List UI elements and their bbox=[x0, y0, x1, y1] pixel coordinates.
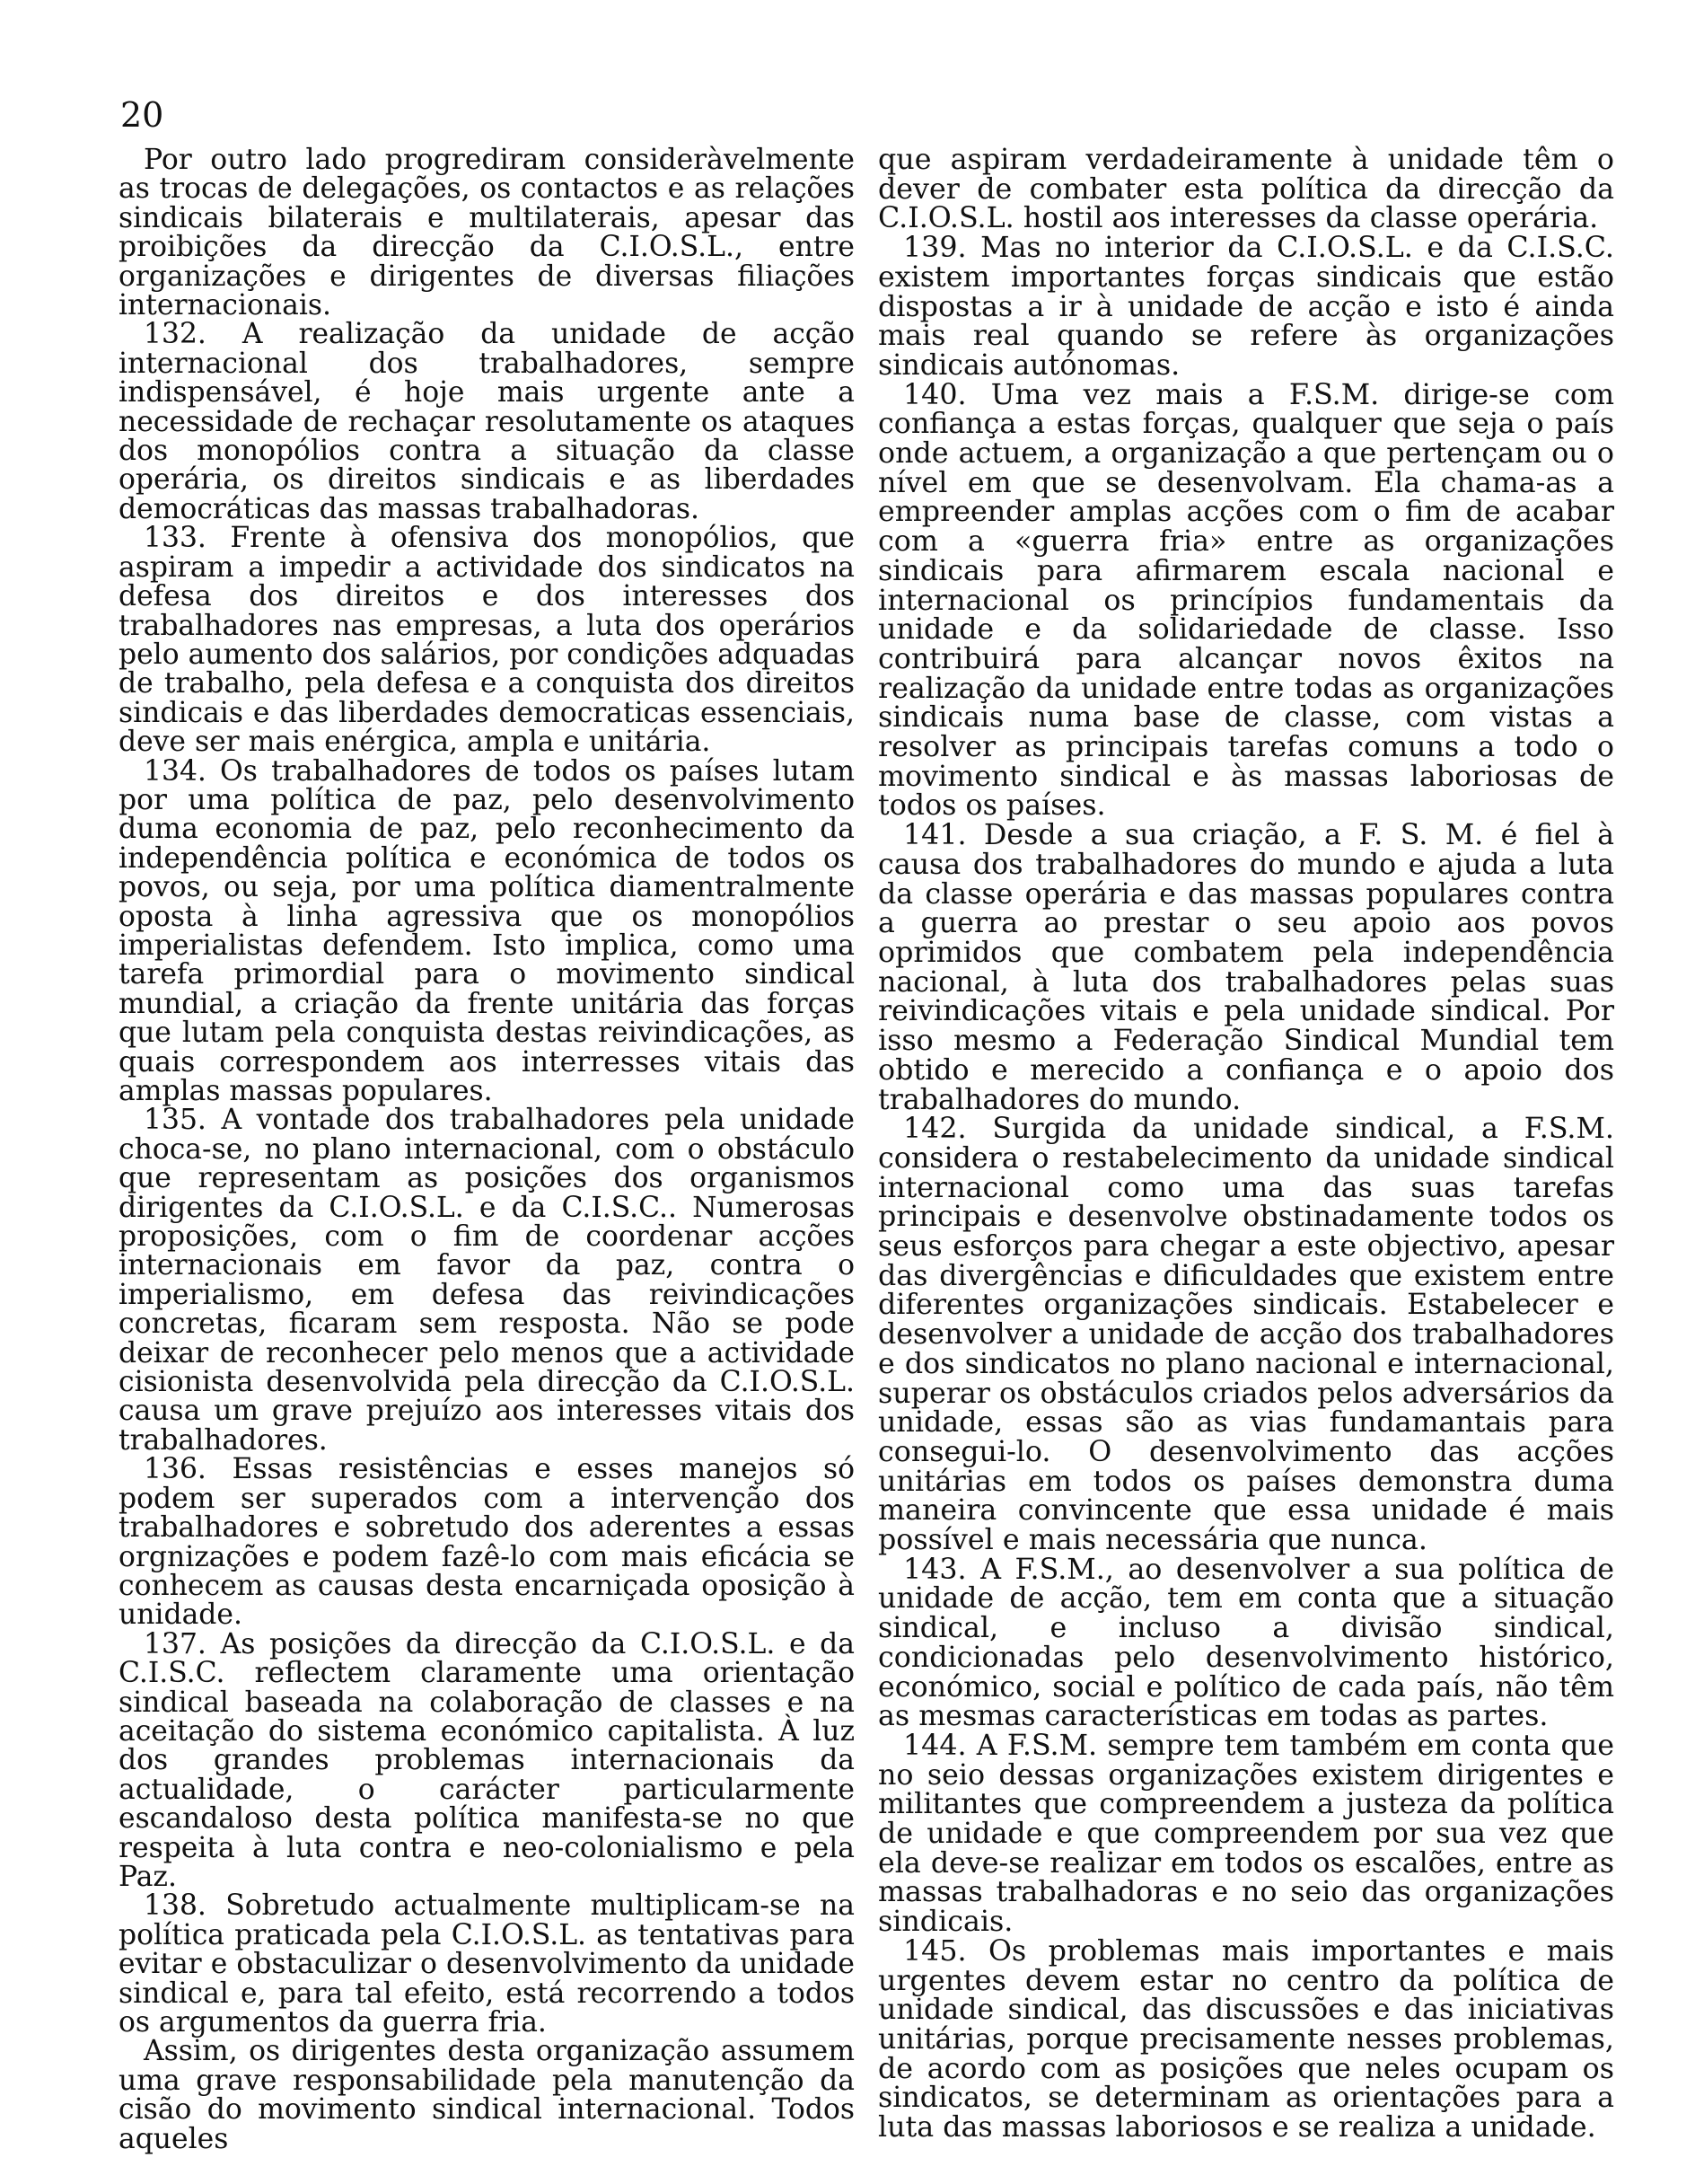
paragraph-138: 138. Sobretudo actualmente multiplicam-se na política praticada pela C.I.O.S.L. as tentativas para evitar e obstaculizar o desenvolvimento da unidade sindical e, para tal efeito, está recorrendo a todos os argumentos da guerra fria. bbox=[119, 1889, 855, 2039]
paragraph-142: 142. Surgida da unidade sindical, a F.S.M. considera o restabelecimento da unidade sindical internacional como uma das suas tarefas principais e desenvolve obstinadamente todos os seus esforços para chegar a este objectivo, apesar das divergências e dificuldades que existem entre diferentes organizações sindicais. Estabelecer e desenvolver a unidade de acção dos trabalhadores e dos sindicatos no plano nacional e internacional, superar os obstáculos criados pelos adversários da unidade, essas são as vias fundamantais para consegui-lo. O desenvolvimento das acções unitárias em todos os países demonstra duma maneira convincente que essa unidade é mais possível e mais necessária que nunca. bbox=[878, 1113, 1614, 1557]
paragraph-134: 134. Os trabalhadores de todos os países lutam por uma política de paz, pelo desenvolvimento duma economia de paz, pelo reconhecimento da independência política e económica de todos os povos, ou seja, por uma política diamentralmente oposta à linha agressiva que os monopólios imperialistas defendem. Isto implica, como uma tarefa primordial para o movimento sindical mundial, a criação da frente unitária das forças que lutam pela conquista destas reivindicações, as quais correspondem aos interresses vitais das amplas massas populares. bbox=[119, 754, 855, 1107]
paragraph-144: 144. A F.S.M. sempre tem também em conta que no seio dessas organizações existem dirigentes e militantes que compreendem a justeza da política de unidade e que compreendem por sua vez que ela deve-se realizar em todos os escalões, entre as massas trabalhadoras e no seio das organizações sindicais. bbox=[878, 1729, 1614, 1939]
paragraph-145: 145. Os problemas mais importantes e mais urgentes devem estar no centro da política de unidade sindical, das discussões e das iniciativas unitárias, porque precisamente nesses problemas, de acordo com as posições que neles ocupam os sindicatos, se determinam as orientações para a luta das massas laboriosos e se realiza a unidade. bbox=[878, 1934, 1614, 2144]
paragraph-135: 135. A vontade dos trabalhadores pela unidade choca-se, no plano internacional, com o obstáculo que representam as posições dos organismos dirigentes da C.I.O.S.L. e da C.I.S.C.. Numerosas proposições, com o fim de coordenar acções internacionais em favor da paz, contra o imperialismo, em defesa das reivindicações concretas, ficaram sem resposta. Não se pode deixar de reconhecer pelo menos que a actividade cisionista desenvolvida pela direcção da C.I.O.S.L. causa um grave prejuízo aos interesses vitais dos trabalhadores. bbox=[119, 1104, 855, 1457]
paragraph-141: 141. Desde a sua criação, a F. S. M. é fiel à causa dos trabalhadores do mundo e ajuda a luta da classe operária e das massas populares contra a guerra ao prestar o seu apoio aos povos oprimidos que combatem pela independência nacional, à luta dos trabalhadores pelas suas reivindicações vitais e pela unidade sindical. Por isso mesmo a Federação Sindical Mundial tem obtido e merecido a confiança e o apoio dos trabalhadores do mundo. bbox=[878, 819, 1614, 1116]
right-column bbox=[878, 145, 1614, 2143]
page-number: 20 bbox=[120, 95, 164, 135]
paragraph-intro: Por outro lado progrediram consideràvelmente as trocas de delegações, os contactos e as relações sindicais bilaterais e multilaterais, apesar das proibições da direcção da C.I.O.S.L., entre organizações e dirigentes de diversas filiações internacionais. bbox=[119, 144, 855, 322]
paragraph-132: 132. A realização da unidade de acção internacional dos trabalhadores, sempre indispensável, é hoje mais urgente ante a necessidade de rechaçar resolutamente os ataques dos monopólios contra a situação da classe operária, os direitos sindicais e as liberdades democráticas das massas trabalhadoras. bbox=[119, 318, 855, 525]
paragraph-133: 133. Frente à ofensiva dos monopólios, que aspiram a impedir a actividade dos sindicatos na defesa dos direitos e dos interesses dos trabalhadores nas empresas, a luta dos operários pelo aumento dos salários, por condições adquadas de trabalho, pela defesa e a conquista dos direitos sindicais e das liberdades democraticas essenciais, deve ser mais enérgica, ampla e unitária. bbox=[119, 522, 855, 759]
paragraph-assim: Assim, os dirigentes desta organização assumem uma grave responsabilidade pela manutenção da cisão do movimento sindical internacional. Todos aqueles bbox=[119, 2035, 855, 2155]
paragraph-137: 137. As posições da direcção da C.I.O.S.L. e da C.I.S.C. reflectem claramente uma orientação sindical baseada na colaboração de classes e na aceitação do sistema económico capitalista. À luz dos grandes problemas internacionais da actualidade, o carácter particularmente escandaloso desta política manifesta-se no que respeita à luta contra e neo-colonialismo e pela Paz. bbox=[119, 1627, 855, 1893]
paragraph-136: 136. Essas resistências e esses manejos só podem ser superados com a intervenção dos trabalhadores e sobretudo dos aderentes a essas orgnizações e podem fazê-lo com mais eficácia se conhecem as causas desta encarniçada oposição à unidade. bbox=[119, 1453, 855, 1632]
paragraph-140: 140. Uma vez mais a F.S.M. dirige-se com confiança a estas forças, qualquer que seja o país onde actuem, a organização a que pertençam ou o nível em que se desenvolvam. Ela chama-as a empreender amplas acções com o fim de acabar com a «guerra fria» entre as organizações sindicais para afirmarem escala nacional e internacional os princípios fundamentais da unidade e da solidariedade de classe. Isso contribuirá para alcançar novos êxitos na realização da unidade entre todas as organizações sindicais numa base de classe, com vistas a resolver as principais tarefas comuns a todo o movimento sindical e às massas laboriosas de todos os países. bbox=[878, 378, 1614, 823]
left-column bbox=[119, 145, 855, 2153]
paragraph-143: 143. A F.S.M., ao desenvolver a sua política de unidade de acção, tem em conta que a situação sindical, e incluso a divisão sindical, condicionadas pelo desenvolvimento histórico, económico, social e político de cada país, não têm as mesmas características em todas as partes. bbox=[878, 1553, 1614, 1733]
paragraph-cont: que aspiram verdadeiramente à unidade têm o dever de combater esta política da direcção da C.I.O.S.L. hostil aos interesses da classe operária. bbox=[878, 144, 1614, 235]
paragraph-139: 139. Mas no interior da C.I.O.S.L. e da C.I.S.C. existem importantes forças sindicais que estão dispostas a ir à unidade de acção e isto é ainda mais real quando se refere às organizações sindicais autónomas. bbox=[878, 232, 1614, 382]
